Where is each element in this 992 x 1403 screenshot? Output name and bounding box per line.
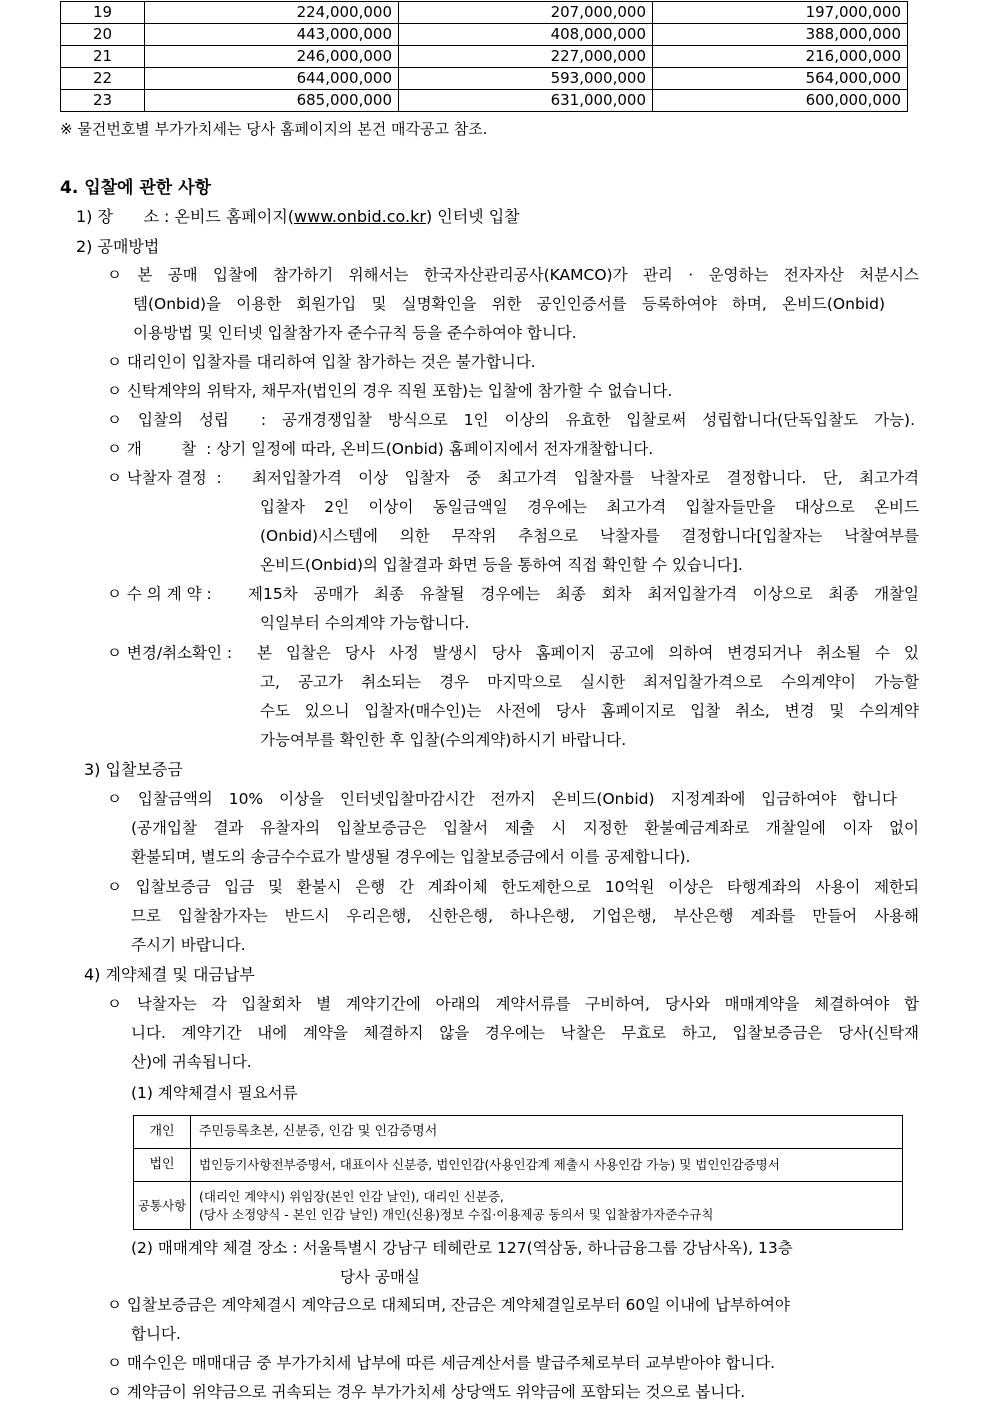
contract-title: 4) 계약체결 및 대금납부 — [84, 965, 255, 984]
method-title: 2) 공매방법 — [76, 237, 160, 256]
doc-list-line: (당사 소정양식 - 본인 인감 날인) 개인(신용)정보 수집·이용제공 동의서 및 입찰참가자준수규칙 — [199, 1206, 714, 1222]
paragraph-line: 므로 입찰참가자는 반드시 우리은행, 신한은행, 하나은행, 기업은행, 부산은행 계좌를 만들어 사용해 — [131, 907, 919, 925]
item-number: 23 — [61, 90, 145, 112]
doc-category: 개인 — [134, 1116, 191, 1149]
paragraph-line: 제15차 공매가 최종 유찰될 경우에는 최종 회차 최저입찰가격 이상으로 최종 개찰일 — [248, 585, 919, 603]
price-value: 593,000,000 — [399, 68, 653, 90]
doc-list: 주민등록초본, 신분증, 인감 및 인감증명서 — [191, 1116, 903, 1149]
price-value: 216,000,000 — [653, 46, 908, 68]
paragraph-line: ㅇ 입찰보증금 입금 및 환불시 은행 간 계좌이체 한도제한으로 10억원 이상은 타행계좌의 사용이 제한되 — [107, 878, 919, 896]
paragraph-line: 온비드(Onbid)의 입찰결과 화면 등을 통하여 직접 확인할 수 있습니다]. — [260, 556, 743, 574]
paragraph-line: 가능여부를 확인한 후 입찰(수의계약)하시기 바랍니다. — [260, 731, 627, 749]
paragraph-line: ㅇ 개 찰 : 상기 일정에 따라, 온비드(Onbid) 홈페이지에서 전자개찰합니다. — [107, 440, 654, 458]
paragraph-line: 입찰자 2인 이상이 동일금액일 경우에는 최고가격 입찰자들만을 대상으로 온비드 — [260, 498, 919, 516]
item-number: 19 — [61, 2, 145, 24]
table-row — [61, 46, 908, 68]
paragraph-line: 수도 있으니 입찰자(매수인)는 사전에 당사 홈페이지로 입찰 취소, 변경 및 수의계약 — [260, 702, 919, 720]
price-value: 246,000,000 — [145, 46, 399, 68]
table-row — [61, 90, 908, 112]
doc-list: 법인등기사항전부증명서, 대표이사 신분증, 법인인감(사용인감계 제출시 사용인감 가능) 및 법인인감증명서 — [191, 1149, 903, 1182]
price-value: 600,000,000 — [653, 90, 908, 112]
table-row — [61, 68, 908, 90]
paragraph-line: ㅇ 본 공매 입찰에 참가하기 위해서는 한국자산관리공사(KAMCO)가 관리 · 운영하는 전자자산 처분시스 — [107, 266, 919, 284]
paragraph-line: 합니다. — [131, 1325, 181, 1343]
required-docs-table — [133, 1115, 903, 1230]
table-row — [134, 1149, 903, 1182]
bid-place-label: 1) 장 소 : — [76, 207, 170, 226]
bid-place — [76, 206, 520, 228]
paragraph-line: ㅇ 입찰의 성립 : 공개경쟁입찰 방식으로 1인 이상의 유효한 입찰로써 성립합니다(단독입찰도 가능). — [107, 411, 915, 429]
price-value: 685,000,000 — [145, 90, 399, 112]
paragraph-line: ㅇ 계약금이 위약금으로 귀속되는 경우 부가가치세 상당액도 위약금에 포함되는 것으로 봅니다. — [107, 1383, 746, 1401]
price-value: 207,000,000 — [399, 2, 653, 24]
price-value: 224,000,000 — [145, 2, 399, 24]
paragraph-line: 니다. 계약기간 내에 계약을 체결하지 않을 경우에는 낙찰은 무효로 하고, 입찰보증금은 당사(신탁재 — [131, 1024, 919, 1042]
price-value: 443,000,000 — [145, 24, 399, 46]
paragraph-line: ㅇ 입찰금액의 10% 이상을 인터넷입찰마감시간 전까지 온비드(Onbid) 지정계좌에 입금하여야 합니다 — [107, 790, 897, 808]
paragraph-line: ㅇ 신탁계약의 위탁자, 채무자(법인의 경우 직원 포함)는 입찰에 참가할 수 없습니다. — [107, 382, 673, 400]
paragraph-line: ㅇ 매수인은 매매대금 중 부가가치세 납부에 따른 세금계산서를 발급주체로부터 교부받아야 합니다. — [107, 1354, 776, 1372]
doc-category: 공통사항 — [134, 1182, 191, 1230]
deposit-title: 3) 입찰보증금 — [84, 760, 183, 779]
onbid-link[interactable]: www.onbid.co.kr — [294, 207, 426, 226]
item-number: 22 — [61, 68, 145, 90]
paragraph-line: 이용방법 및 인터넷 입찰참가자 준수규칙 등을 준수하여야 합니다. — [133, 324, 577, 342]
paragraph-line: (Onbid)시스템에 의한 무작위 추첨으로 낙찰자를 결정합니다[입찰자는 낙찰여부를 — [260, 527, 919, 545]
change-cancel-label: ㅇ 변경/취소확인 : — [107, 644, 233, 662]
docs-title: (1) 계약체결시 필요서류 — [131, 1084, 298, 1102]
doc-list-line: (대리인 계약시) 위임장(본인 인감 날인), 대리인 신분증, — [199, 1188, 504, 1204]
paragraph-line: 고, 공고가 취소되는 경우 마지막으로 실시한 최저입찰가격으로 수의계약이 가능할 — [260, 673, 919, 691]
price-value: 631,000,000 — [399, 90, 653, 112]
paragraph-line: ㅇ 낙찰자는 각 입찰회차 별 계약기간에 아래의 계약서류를 구비하여, 당사와 매매계약을 체결하여야 합 — [107, 995, 919, 1013]
winner-label: ㅇ 낙찰자 결정 : — [107, 469, 222, 487]
contract-place: (2) 매매계약 체결 장소 : 서울특별시 강남구 테헤란로 127(역삼동, 하나금융그룹 강남사옥), 13층 — [131, 1239, 793, 1257]
private-contract-label: ㅇ 수 의 계 약 : — [107, 585, 212, 603]
price-value: 388,000,000 — [653, 24, 908, 46]
price-value: 408,000,000 — [399, 24, 653, 46]
bid-place-text: 온비드 홈페이지( — [174, 207, 295, 226]
section-title: 4. 입찰에 관한 사항 — [60, 178, 211, 198]
paragraph-line: 산)에 귀속됩니다. — [131, 1053, 252, 1071]
table-row — [134, 1116, 903, 1149]
vat-note: ※ 물건번호별 부가가치세는 당사 홈페이지의 본건 매각공고 참조. — [60, 120, 488, 138]
price-table — [60, 1, 908, 112]
paragraph-line: 최저입찰가격 이상 입찰자 중 최고가격 입찰자를 낙찰자로 결정합니다. 단, 최고가격 — [252, 469, 919, 487]
paragraph-line: 주시기 바랍니다. — [131, 936, 246, 954]
paragraph-line: 본 입찰은 당사 사정 발생시 당사 홈페이지 공고에 의하여 변경되거나 취소될 수 있 — [257, 644, 919, 662]
price-value: 644,000,000 — [145, 68, 399, 90]
paragraph-line: 익일부터 수의계약 가능합니다. — [260, 614, 470, 632]
doc-category: 법인 — [134, 1149, 191, 1182]
table-row — [61, 2, 908, 24]
paragraph-line: ㅇ 대리인이 입찰자를 대리하여 입찰 참가하는 것은 불가합니다. — [107, 353, 536, 371]
item-number: 20 — [61, 24, 145, 46]
price-value: 227,000,000 — [399, 46, 653, 68]
bid-place-tail: ) 인터넷 입찰 — [425, 207, 520, 226]
item-number: 21 — [61, 46, 145, 68]
paragraph-line: (공개입찰 결과 유찰자의 입찰보증금은 입찰서 제출 시 지정한 환불예금계좌로 개찰일에 이자 없이 — [131, 819, 919, 837]
paragraph-line: ㅇ 입찰보증금은 계약체결시 계약금으로 대체되며, 잔금은 계약체결일로부터 60일 이내에 납부하여야 — [107, 1296, 790, 1314]
price-value: 564,000,000 — [653, 68, 908, 90]
table-row — [134, 1182, 903, 1230]
price-value: 197,000,000 — [653, 2, 908, 24]
contract-place-cont: 당사 공매실 — [340, 1268, 420, 1286]
table-row — [61, 24, 908, 46]
doc-list — [191, 1182, 903, 1230]
paragraph-line: 환불되며, 별도의 송금수수료가 발생될 경우에는 입찰보증금에서 이를 공제합니다). — [131, 848, 691, 866]
paragraph-line: 템(Onbid)을 이용한 회원가입 및 실명확인을 위한 공인인증서를 등록하여야 하며, 온비드(Onbid) — [133, 295, 885, 313]
